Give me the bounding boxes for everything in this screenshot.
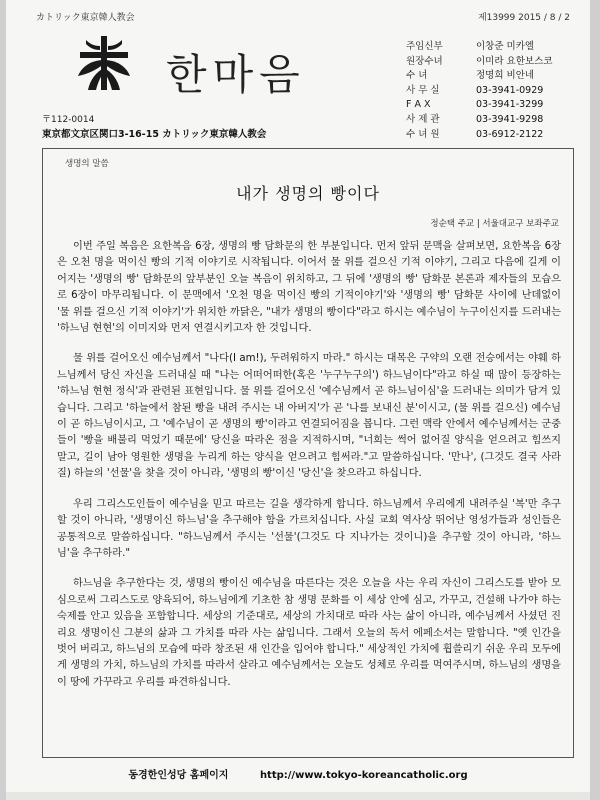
- page-footer: [6, 766, 590, 781]
- contact-row: 수 녀 정명희 비안네: [406, 70, 535, 82]
- article-paragraph: 우리 그리스도인들이 예수님을 믿고 따르는 길을 생각하게 합니다. 하느님께서 우리에게 내려주실 '복'만 추구할 것이 아니라, '생명이신 하느님'을 추구해야 함을 가르치십니다. 사실 교회 역사상 뛰어난 영성가들과 성인들은 공통적으로 말씀하십니다. "하느님께서 주시는 '선물'(그것도 다 지나가는 것이니)을 추구할 것이 아니라, '하느님'을 추구하라.": [57, 498, 561, 559]
- church-address: 東京都文京区関口3-16-15 カトリック東京韓人教会: [42, 129, 267, 140]
- top-line: [36, 10, 570, 23]
- article-title: 내가 생명의 빵이다: [236, 184, 380, 203]
- postal-code: 〒112-0014: [42, 115, 95, 125]
- contact-row: 주임신부 이창준 미카엘: [406, 41, 535, 52]
- bottom-strip: [6, 792, 590, 800]
- issue-number: 제13999 2015 / 8 / 2: [477, 13, 570, 23]
- organization-name: カトリック東京韓人教会: [36, 13, 135, 23]
- article-paragraph: 하느님을 추구한다는 것, 생명의 빵이신 예수님을 따른다는 것은 오늘을 사는 우리 자신이 그리스도를 받아 모심으로써 그리스도로 양육되어, 하느님에게 기초한 참 생명 문화를 이 세상 안에 심고, 가꾸고, 건설해 나가야 하는 숙제를 안고 있음을 포함합니다. 세상의 기준대로, 세상의 가치대로 따라 사는 삶이 아니라, 예수님께서 사셨던 진리요 생명이신 그분의 삶과 그 가치를 따라 사는 삶입니다. 그래서 오늘의 독서 에페소서는 말합니다. "옛 인간을 벗어 버리고, 하느님의 모습에 따라 창조된 새 인간을 입어야 합니다." 세상적인 가치에 휩쓸리기 쉬운 우리 모두에게 생명의 가치, 하느님의 가치를 따라서 살라고 예수님께서는 오늘도 성체로 우리를 먹여주시며, 하느님의 생명을 이 땅에 가꾸라고 우리를 파견하십니다.: [57, 578, 561, 688]
- bulletin-title: 한마음: [166, 50, 306, 99]
- article-paragraph: 물 위를 걸어오신 예수님께서 "나다(I am!), 두려워하지 마라." 하시는 대목은 구약의 오랜 전승에서는 야훼 하느님께서 당신 자신을 드러내실 때 "나는 어떠어떠한(혹은 '누구누구의') 하느님이다"라고 하실 때 많이 등장하는 '하느님 현현 정식'과 관련된 표현입니다. 물 위를 걸어오신 '예수님께서 곧 하느님이심'을 드러내는 의미가 담겨 있습니다. 그리고 '하늘에서 참된 빵을 내려 주시는 내 아버지'가 곧 '나를 보내신 분'이시고, (물 위를 걸으신) 예수님이 곧 하느님이시고, 그 '예수님이 곧 생명의 빵'이라고 연결되어짐을 봅니다. 그런 맥락 안에서 예수님께서는 군중들이 '빵을 배불리 먹었기 때문에' 당신을 따라온 점을 지적하시며, "너희는 썩어 없어질 양식을 얻으려고 힘쓰지 말고, 길이 남아 영원한 생명을 누리게 하는 양식을 얻으려고 힘써라."고 말씀하십니다. '만나', (그것도 결국 사라질) 하늘의 '선물'을 찾을 것이 아니라, '생명의 빵'이신 '당신'을 찾으라고 하십니다.: [57, 353, 561, 480]
- contact-row: 수 녀 원 03-6912-2122: [406, 128, 544, 140]
- cross-logo-icon: [74, 34, 134, 92]
- article-body: [57, 239, 561, 705]
- contact-list: [406, 40, 552, 142]
- homepage-label: 동경한인성당 홈페이지: [128, 770, 229, 781]
- article-paragraph: 이번 주일 복음은 요한복음 6장, 생명의 빵 담화문의 한 부분입니다. 먼저 앞뒤 문맥을 살펴보면, 요한복음 6장은 오천 명을 먹이신 빵의 기적 이야기로 시작됩니다. 이어서 물 위를 걸으신 기적 이야기, 그리고 다음에 길게 이어지는 '생명의 빵' 담화문의 앞부분인 오늘 복음이 위치하고, 그 뒤에 '생명의 빵' 담화문 본론과 제자들의 모습으로 6장이 마무리됩니다. 이 문맥에서 '오천 명을 먹이신 빵의 기적이야기'와 '생명의 빵' 담화문 사이에 난데없이 '물 위를 걸으신 기적 이야기'가 위치한 까닭은, "내가 생명의 빵이다"라고 하시는 예수님이 누구이신지를 드러내는 '하느님 현현'의 이미지와 먼저 연결시키고자 한 것입니다.: [57, 241, 561, 335]
- contact-row: 사 무 실 03-3941-0929: [406, 84, 544, 96]
- homepage-url[interactable]: http://www.tokyo-koreancatholic.org: [259, 770, 468, 781]
- section-label: 생명의 말씀: [65, 159, 109, 169]
- contact-row: F A X 03-3941-3299: [406, 99, 544, 111]
- article-box: [42, 148, 574, 758]
- contact-row: 원장수녀 이미라 요한보스코: [406, 55, 553, 67]
- article-byline: 정순택 주교 | 서울대교구 보좌주교: [430, 219, 559, 229]
- contact-row: 사 제 관 03-3941-9298: [406, 113, 544, 125]
- bulletin-page: [6, 0, 590, 800]
